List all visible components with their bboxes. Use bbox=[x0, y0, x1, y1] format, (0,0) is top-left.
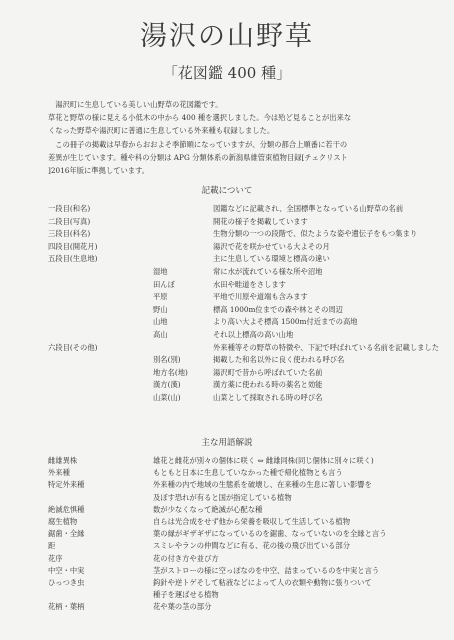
notation-c3: 開花の様子を掲載しています bbox=[213, 216, 308, 226]
notation-c1 bbox=[48, 329, 153, 342]
glossary-row bbox=[48, 492, 387, 504]
notation-row bbox=[48, 253, 439, 266]
glossary-row bbox=[48, 455, 387, 467]
glossary-term: 特定外来種 bbox=[48, 480, 85, 490]
glossary-heading: 主な用語解説 bbox=[201, 438, 253, 448]
glossary-desc: 葉の縁がギザギザになっているのを鋸歯、なっていないのを全縁と言う bbox=[153, 529, 387, 539]
notation-c1 bbox=[48, 279, 153, 292]
notation-c2: 山地 bbox=[153, 317, 168, 327]
glossary-term: 鋸歯・全縁 bbox=[48, 529, 85, 539]
glossary-list bbox=[48, 455, 387, 613]
glossary-desc: もともと日本に生息していなかった種で帰化植物とも言う bbox=[153, 468, 343, 478]
notation-row bbox=[48, 291, 439, 304]
glossary-row bbox=[48, 479, 387, 491]
notation-c1: 六段目(その他) bbox=[48, 342, 98, 352]
notation-c2: 地方名(地) bbox=[153, 367, 188, 377]
glossary-row bbox=[48, 528, 387, 540]
glossary-term: 中空・中実 bbox=[48, 565, 85, 575]
glossary-desc: スミレやランの仲間などに有る、花の後の飛び出ている部分 bbox=[153, 541, 351, 551]
glossary-term: 距 bbox=[48, 541, 56, 551]
notation-c3: 生物分類の一つの段階で、似たような姿や遺伝子をもつ集まり bbox=[213, 229, 418, 239]
glossary-desc: 鈎針や逆トゲそして粘液などによって人の衣類や動物に張りついて bbox=[153, 577, 372, 587]
glossary-desc: 数が少なくなって絶滅が心配な種 bbox=[153, 504, 263, 514]
glossary-row bbox=[48, 553, 387, 565]
notation-c1 bbox=[48, 379, 153, 392]
glossary-desc: 茎がストローの様に空っぽなのを中空、詰まっているのを中実と言う bbox=[153, 565, 380, 575]
notation-c2: 平原 bbox=[153, 292, 168, 302]
glossary-term: 花柄・葉柄 bbox=[48, 602, 85, 612]
notation-c1: 四段目(開花月) bbox=[48, 241, 98, 251]
glossary-term bbox=[48, 492, 153, 504]
notation-c1: 三段目(科名) bbox=[48, 229, 91, 239]
glossary-term: 絶滅危惧種 bbox=[48, 504, 85, 514]
notation-c3: 山菜として採取される時の呼び名 bbox=[213, 392, 323, 402]
glossary-term: 雌雄異株 bbox=[48, 456, 78, 465]
intro-section bbox=[48, 98, 420, 177]
glossary-desc: 雄花と雌花が別々の個体に咲く ⇔ 雌雄同株(同じ個体に別々に咲く) bbox=[153, 456, 374, 465]
page-subtitle: 「花図鑑 400 種」 bbox=[162, 64, 292, 82]
glossary-row bbox=[48, 601, 387, 613]
intro-line: くなった野草や湯沢町に普通に生息している外来種も収録しました。 bbox=[48, 126, 275, 136]
notation-row bbox=[48, 392, 439, 405]
intro-line: この冊子の掲載は早春からおおよそ季節順になっていますが、分類の都合上順番に若干の bbox=[55, 139, 348, 149]
glossary-row bbox=[48, 565, 387, 577]
notation-c2: 高山 bbox=[153, 329, 168, 339]
notation-c1 bbox=[48, 316, 153, 329]
glossary-term: ひっつき虫 bbox=[48, 577, 85, 587]
notation-row bbox=[48, 216, 439, 229]
notation-c2: 湿地 bbox=[153, 266, 168, 276]
glossary-term: 外来種 bbox=[48, 468, 70, 478]
notation-c3: 漢方薬に使われる時の薬名と効能 bbox=[213, 380, 323, 390]
notation-c1 bbox=[48, 304, 153, 317]
notation-c2: 田んぼ bbox=[153, 279, 175, 289]
glossary-row bbox=[48, 467, 387, 479]
glossary-row bbox=[48, 577, 387, 589]
glossary-term: 腐生植物 bbox=[48, 516, 78, 526]
notation-c1: 一段目(和名) bbox=[48, 204, 91, 213]
intro-line: 差異が生じています。種や科の分類は APG 分類体系の新潟県維管束植物目録[チェクリスト bbox=[48, 152, 348, 162]
notation-row bbox=[48, 354, 439, 367]
notation-c2 bbox=[153, 203, 213, 216]
notation-row bbox=[48, 203, 439, 216]
notation-row bbox=[48, 329, 439, 342]
notation-heading: 記載について bbox=[201, 186, 253, 196]
notation-c3: 図鑑などに記載され、全国標準となっている山野草の名前 bbox=[213, 204, 404, 213]
notation-c1 bbox=[48, 354, 153, 367]
notation-c3: それ以上標高の高い山地 bbox=[213, 329, 294, 339]
notation-row bbox=[48, 279, 439, 292]
notation-row bbox=[48, 266, 439, 279]
notation-c3: 掲載した和名以外に良く使われる呼び名 bbox=[213, 355, 345, 365]
glossary-desc: 自らは光合成をせず他から栄養を吸収して生活している植物 bbox=[153, 516, 351, 526]
notation-row bbox=[48, 342, 439, 355]
notation-row bbox=[48, 379, 439, 392]
notation-c1: 五段目(生息地) bbox=[48, 254, 98, 264]
notation-c3: 主に生息している環境と標高の違い bbox=[213, 254, 330, 264]
notation-c2 bbox=[153, 216, 213, 229]
notation-c1 bbox=[48, 367, 153, 380]
notation-c1: 二段目(写真) bbox=[48, 216, 91, 226]
page-title: 湯沢の山野草 bbox=[140, 21, 314, 52]
notation-c3: 湯沢町で昔から呼ばれていた名前 bbox=[213, 367, 323, 377]
notation-row bbox=[48, 316, 439, 329]
notation-c2 bbox=[153, 253, 213, 266]
glossary-desc: 花の付き方や並び方 bbox=[153, 553, 219, 563]
glossary-desc: 花や葉の茎の部分 bbox=[153, 602, 212, 612]
notation-c1 bbox=[48, 291, 153, 304]
notation-row bbox=[48, 241, 439, 254]
notation-c3: 外来種等その野草の特徴や、下記で呼ばれている名前を記載しました bbox=[213, 342, 440, 352]
notation-c3: 常に水が流れている様な所や沼地 bbox=[213, 266, 323, 276]
glossary-desc: 及ぼす恐れが有ると国が指定している植物 bbox=[153, 492, 292, 502]
notation-c3: 平地で川原や道端も含みます bbox=[213, 292, 308, 302]
glossary-row bbox=[48, 589, 387, 601]
glossary-term bbox=[48, 589, 153, 601]
glossary-row bbox=[48, 540, 387, 552]
glossary-row bbox=[48, 504, 387, 516]
notation-c2: 漢方(漢) bbox=[153, 380, 181, 390]
glossary-row bbox=[48, 516, 387, 528]
notation-c1 bbox=[48, 392, 153, 405]
glossary-desc: 外来種の内で地域の生態系を破壊し、在来種の生息に著しい影響を bbox=[153, 480, 372, 490]
notation-c2 bbox=[153, 342, 213, 355]
intro-line: ]2016年版に準拠しています。 bbox=[48, 166, 150, 176]
notation-row bbox=[48, 367, 439, 380]
notation-row bbox=[48, 304, 439, 317]
notation-c3: より高い大よそ標高 1500m付近までの高地 bbox=[213, 317, 358, 327]
notation-list bbox=[48, 203, 439, 405]
notation-c3: 水田や畦道をさします bbox=[213, 279, 286, 289]
notation-c1 bbox=[48, 266, 153, 279]
notation-c2: 野山 bbox=[153, 304, 168, 314]
notation-c3: 湯沢で花を咲かせている大よその月 bbox=[213, 241, 330, 251]
intro-line: 草花と野草の様に見える小低木の中から 400 種を選択しました。今は殆ど見ることが出来な bbox=[48, 113, 352, 123]
notation-c3: 標高 1000m位までの森や林とその周辺 bbox=[213, 304, 343, 314]
glossary-desc: 種子を運ばせる植物 bbox=[153, 590, 219, 600]
notation-c2 bbox=[153, 241, 213, 254]
notation-c2 bbox=[153, 228, 213, 241]
notation-c2: 山菜(山) bbox=[153, 392, 181, 402]
intro-line: 湯沢町に生息している美しい山野草の花図鑑です。 bbox=[55, 100, 223, 109]
notation-row bbox=[48, 228, 439, 241]
notation-c2: 別名(別) bbox=[153, 355, 181, 365]
glossary-term: 花序 bbox=[48, 553, 63, 563]
